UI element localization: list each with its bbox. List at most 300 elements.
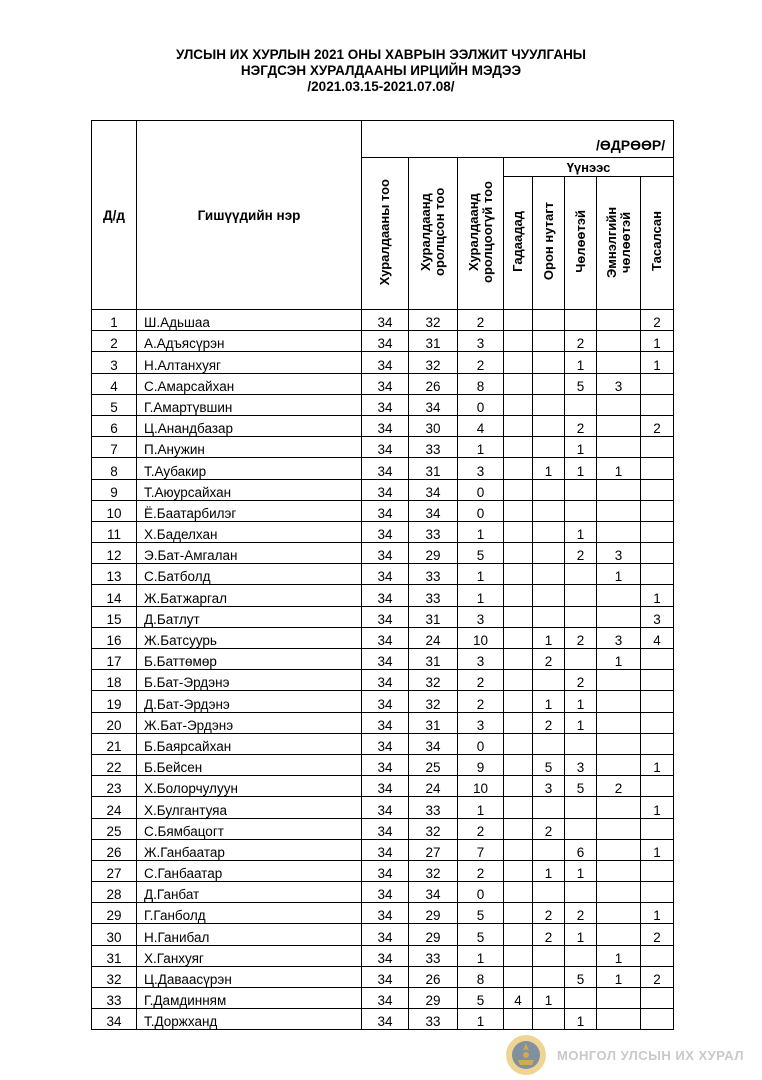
cell-attended: 26 [409, 373, 458, 394]
cell-leave: 1 [565, 437, 597, 458]
cell-unexcused: 2 [641, 924, 674, 945]
cell-leave [565, 882, 597, 903]
cell-sick [597, 1009, 641, 1030]
title-line-2: НЭГДСЭН ХУРАЛДААНЫ ИРЦИЙН МЭДЭЭ [240, 63, 522, 78]
cell-local [533, 945, 565, 966]
cell-unexcused [641, 691, 674, 712]
cell-unexcused [641, 988, 674, 1009]
cell-leave [565, 945, 597, 966]
cell-abroad [504, 606, 533, 627]
cell-abroad [504, 415, 533, 436]
cell-absent: 1 [458, 945, 504, 966]
cell-local: 1 [533, 691, 565, 712]
cell-unexcused [641, 437, 674, 458]
table-row [92, 988, 674, 1009]
cell-absent: 3 [458, 331, 504, 352]
member-name: Б.Баярсайхан [137, 733, 362, 754]
row-number: 15 [92, 606, 137, 627]
cell-absent: 2 [458, 818, 504, 839]
cell-unexcused: 1 [641, 331, 674, 352]
member-name: Б.Баттөмөр [137, 649, 362, 670]
cell-absent: 2 [458, 352, 504, 373]
cell-sessions: 34 [362, 670, 409, 691]
cell-local [533, 331, 565, 352]
row-number: 32 [92, 966, 137, 987]
cell-local: 2 [533, 924, 565, 945]
cell-sick [597, 882, 641, 903]
cell-absent: 5 [458, 903, 504, 924]
row-number: 27 [92, 860, 137, 881]
cell-leave: 1 [565, 691, 597, 712]
cell-unexcused [641, 564, 674, 585]
cell-leave: 2 [565, 627, 597, 648]
cell-attended: 29 [409, 543, 458, 564]
cell-attended: 31 [409, 712, 458, 733]
row-number: 11 [92, 521, 137, 542]
cell-local: 3 [533, 776, 565, 797]
cell-abroad [504, 797, 533, 818]
table-row [92, 310, 674, 331]
cell-absent: 7 [458, 839, 504, 860]
header-no: Д/д [92, 121, 137, 310]
header-name: Гишүүдийн нэр [137, 121, 362, 310]
cell-sessions: 34 [362, 924, 409, 945]
member-name: Ж.Батсуурь [137, 627, 362, 648]
table-row [92, 776, 674, 797]
cell-abroad [504, 649, 533, 670]
table-row [92, 818, 674, 839]
cell-absent: 1 [458, 797, 504, 818]
cell-abroad [504, 839, 533, 860]
cell-local [533, 585, 565, 606]
cell-sessions: 34 [362, 882, 409, 903]
member-name: Н.Алтанхуяг [137, 352, 362, 373]
row-number: 19 [92, 691, 137, 712]
cell-leave: 2 [565, 903, 597, 924]
row-number: 23 [92, 776, 137, 797]
cell-sessions: 34 [362, 903, 409, 924]
row-number: 16 [92, 627, 137, 648]
cell-leave: 1 [565, 458, 597, 479]
cell-local [533, 797, 565, 818]
cell-leave [565, 797, 597, 818]
cell-abroad [504, 691, 533, 712]
cell-sessions: 34 [362, 649, 409, 670]
cell-abroad [504, 945, 533, 966]
cell-sessions: 34 [362, 437, 409, 458]
cell-sick [597, 352, 641, 373]
cell-sick: 1 [597, 564, 641, 585]
cell-leave: 2 [565, 331, 597, 352]
cell-local: 2 [533, 903, 565, 924]
row-number: 1 [92, 310, 137, 331]
unit-label: /ӨДРӨӨР/ [596, 137, 666, 153]
cell-local [533, 882, 565, 903]
cell-attended: 26 [409, 966, 458, 987]
row-number: 8 [92, 458, 137, 479]
cell-attended: 33 [409, 1009, 458, 1030]
cell-abroad [504, 585, 533, 606]
table-row [92, 839, 674, 860]
cell-abroad [504, 924, 533, 945]
cell-unexcused [641, 543, 674, 564]
cell-abroad [504, 394, 533, 415]
cell-abroad [504, 437, 533, 458]
cell-sessions: 34 [362, 310, 409, 331]
cell-leave: 5 [565, 373, 597, 394]
cell-sessions: 34 [362, 394, 409, 415]
cell-absent: 10 [458, 776, 504, 797]
cell-absent: 4 [458, 415, 504, 436]
cell-absent: 2 [458, 310, 504, 331]
table-row [92, 670, 674, 691]
cell-sessions: 34 [362, 585, 409, 606]
cell-local [533, 394, 565, 415]
cell-abroad [504, 373, 533, 394]
cell-attended: 34 [409, 733, 458, 754]
header-leave: Чөлөөтэй [565, 177, 597, 310]
cell-local [533, 1009, 565, 1030]
cell-unexcused [641, 670, 674, 691]
cell-abroad [504, 543, 533, 564]
cell-attended: 27 [409, 839, 458, 860]
table-row [92, 500, 674, 521]
cell-attended: 29 [409, 988, 458, 1009]
watermark-text: МОНГОЛ УЛСЫН ИХ ХУРАЛ [557, 1047, 744, 1063]
cell-local [533, 437, 565, 458]
cell-abroad [504, 458, 533, 479]
cell-unexcused [641, 818, 674, 839]
cell-abroad [504, 733, 533, 754]
cell-absent: 3 [458, 458, 504, 479]
cell-local: 1 [533, 860, 565, 881]
row-number: 14 [92, 585, 137, 606]
row-number: 12 [92, 543, 137, 564]
row-number: 17 [92, 649, 137, 670]
cell-sessions: 34 [362, 797, 409, 818]
attendance-table [91, 120, 674, 1030]
cell-attended: 29 [409, 903, 458, 924]
row-number: 29 [92, 903, 137, 924]
cell-sick [597, 818, 641, 839]
member-name: С.Ганбаатар [137, 860, 362, 881]
cell-sick [597, 521, 641, 542]
cell-local [533, 415, 565, 436]
cell-attended: 32 [409, 352, 458, 373]
cell-sick [597, 394, 641, 415]
cell-absent: 10 [458, 627, 504, 648]
table-row [92, 373, 674, 394]
cell-leave: 1 [565, 352, 597, 373]
member-name: Ё.Баатарбилэг [137, 500, 362, 521]
cell-sessions: 34 [362, 966, 409, 987]
cell-sessions: 34 [362, 543, 409, 564]
cell-abroad [504, 860, 533, 881]
cell-unexcused [641, 860, 674, 881]
cell-local [533, 606, 565, 627]
cell-attended: 33 [409, 585, 458, 606]
cell-unexcused [641, 500, 674, 521]
cell-sick [597, 437, 641, 458]
cell-unexcused: 2 [641, 966, 674, 987]
cell-sick [597, 331, 641, 352]
cell-local [533, 564, 565, 585]
member-name: Т.Аюурсайхан [137, 479, 362, 500]
cell-absent: 3 [458, 649, 504, 670]
cell-sick [597, 924, 641, 945]
cell-unexcused [641, 945, 674, 966]
cell-sick: 3 [597, 543, 641, 564]
table-row [92, 352, 674, 373]
cell-local: 1 [533, 627, 565, 648]
cell-leave [565, 394, 597, 415]
cell-abroad [504, 352, 533, 373]
table-row [92, 437, 674, 458]
header-reason-group: Үүнээс [504, 158, 674, 177]
cell-sessions: 34 [362, 458, 409, 479]
cell-leave: 1 [565, 712, 597, 733]
cell-leave [565, 479, 597, 500]
cell-sessions: 34 [362, 331, 409, 352]
cell-absent: 2 [458, 670, 504, 691]
cell-abroad [504, 670, 533, 691]
cell-abroad [504, 712, 533, 733]
cell-absent: 8 [458, 373, 504, 394]
cell-abroad: 4 [504, 988, 533, 1009]
cell-absent: 2 [458, 860, 504, 881]
member-name: Д.Бат-Эрдэнэ [137, 691, 362, 712]
cell-sick [597, 691, 641, 712]
member-name: Ж.Ганбаатар [137, 839, 362, 860]
cell-sick [597, 670, 641, 691]
cell-unexcused [641, 712, 674, 733]
cell-unexcused [641, 882, 674, 903]
member-name: Г.Ганболд [137, 903, 362, 924]
cell-abroad [504, 882, 533, 903]
cell-leave: 5 [565, 776, 597, 797]
header-attended: Хуралдаанд оролцсон тоо [409, 158, 458, 310]
cell-leave [565, 500, 597, 521]
table-row [92, 1009, 674, 1030]
table-row [92, 458, 674, 479]
watermark [505, 1030, 762, 1080]
row-number: 2 [92, 331, 137, 352]
cell-abroad [504, 500, 533, 521]
cell-local [533, 670, 565, 691]
member-name: Г.Дамдинням [137, 988, 362, 1009]
table-row [92, 331, 674, 352]
table-row [92, 394, 674, 415]
header-unexcused: Тасалсан [641, 177, 674, 310]
cell-sessions: 34 [362, 818, 409, 839]
table-row [92, 649, 674, 670]
cell-sessions: 34 [362, 988, 409, 1009]
table-row [92, 479, 674, 500]
cell-attended: 33 [409, 945, 458, 966]
member-name: Ж.Бат-Эрдэнэ [137, 712, 362, 733]
document-title [0, 47, 762, 95]
cell-sessions: 34 [362, 839, 409, 860]
table-row [92, 543, 674, 564]
cell-absent: 8 [458, 966, 504, 987]
cell-sessions: 34 [362, 479, 409, 500]
cell-attended: 32 [409, 860, 458, 881]
row-number: 18 [92, 670, 137, 691]
cell-leave [565, 988, 597, 1009]
cell-unexcused: 2 [641, 415, 674, 436]
row-number: 22 [92, 754, 137, 775]
cell-unexcused: 1 [641, 839, 674, 860]
table-row [92, 712, 674, 733]
cell-local: 2 [533, 818, 565, 839]
member-name: Х.Баделхан [137, 521, 362, 542]
cell-unexcused: 4 [641, 627, 674, 648]
cell-sessions: 34 [362, 373, 409, 394]
cell-unexcused: 1 [641, 754, 674, 775]
row-number: 7 [92, 437, 137, 458]
cell-sick [597, 310, 641, 331]
cell-abroad [504, 818, 533, 839]
header-unit [362, 121, 674, 158]
cell-absent: 9 [458, 754, 504, 775]
cell-attended: 34 [409, 882, 458, 903]
member-name: Ц.Даваасүрэн [137, 966, 362, 987]
member-name: П.Анужин [137, 437, 362, 458]
cell-attended: 31 [409, 458, 458, 479]
cell-local [533, 521, 565, 542]
row-number: 4 [92, 373, 137, 394]
cell-local [533, 479, 565, 500]
cell-abroad [504, 627, 533, 648]
cell-sessions: 34 [362, 754, 409, 775]
cell-sessions: 34 [362, 860, 409, 881]
member-name: Т.Аубакир [137, 458, 362, 479]
table-row [92, 860, 674, 881]
cell-unexcused [641, 373, 674, 394]
member-name: Б.Бат-Эрдэнэ [137, 670, 362, 691]
table-row [92, 966, 674, 987]
cell-attended: 24 [409, 627, 458, 648]
cell-leave: 1 [565, 860, 597, 881]
cell-attended: 33 [409, 564, 458, 585]
cell-absent: 3 [458, 606, 504, 627]
cell-attended: 34 [409, 394, 458, 415]
cell-sessions: 34 [362, 776, 409, 797]
cell-leave: 1 [565, 924, 597, 945]
member-name: Х.Болорчулуун [137, 776, 362, 797]
cell-sessions: 34 [362, 627, 409, 648]
cell-attended: 33 [409, 437, 458, 458]
cell-sick: 2 [597, 776, 641, 797]
cell-local [533, 839, 565, 860]
cell-attended: 34 [409, 479, 458, 500]
cell-sick [597, 415, 641, 436]
cell-attended: 31 [409, 606, 458, 627]
cell-sick: 1 [597, 966, 641, 987]
row-number: 6 [92, 415, 137, 436]
cell-attended: 25 [409, 754, 458, 775]
cell-leave [565, 649, 597, 670]
cell-abroad [504, 754, 533, 775]
cell-sessions: 34 [362, 1009, 409, 1030]
cell-sick: 3 [597, 627, 641, 648]
table-row [92, 924, 674, 945]
cell-sick [597, 797, 641, 818]
table-row [92, 521, 674, 542]
member-name: Ж.Батжаргал [137, 585, 362, 606]
cell-local [533, 966, 565, 987]
cell-local [533, 733, 565, 754]
cell-leave [565, 564, 597, 585]
title-line-3: /2021.03.15-2021.07.08/ [307, 79, 455, 94]
cell-unexcused: 2 [641, 310, 674, 331]
header-sessions: Хуралдааны тоо [362, 158, 409, 310]
row-number: 21 [92, 733, 137, 754]
cell-sick [597, 860, 641, 881]
cell-sessions: 34 [362, 691, 409, 712]
cell-sessions: 34 [362, 521, 409, 542]
cell-sessions: 34 [362, 500, 409, 521]
member-name: Б.Бейсен [137, 754, 362, 775]
cell-sessions: 34 [362, 415, 409, 436]
cell-absent: 1 [458, 585, 504, 606]
cell-absent: 5 [458, 543, 504, 564]
member-name: Х.Булгантуяа [137, 797, 362, 818]
cell-local: 1 [533, 988, 565, 1009]
state-emblem-icon [505, 1034, 547, 1076]
cell-leave: 3 [565, 754, 597, 775]
cell-unexcused [641, 649, 674, 670]
row-number: 28 [92, 882, 137, 903]
cell-unexcused: 1 [641, 903, 674, 924]
cell-sick [597, 988, 641, 1009]
cell-absent: 0 [458, 882, 504, 903]
cell-local [533, 352, 565, 373]
cell-leave [565, 606, 597, 627]
cell-sick: 3 [597, 373, 641, 394]
table-row [92, 564, 674, 585]
member-name: Д.Батлут [137, 606, 362, 627]
cell-leave [565, 818, 597, 839]
cell-attended: 32 [409, 670, 458, 691]
cell-local [533, 543, 565, 564]
cell-sick [597, 733, 641, 754]
cell-unexcused [641, 776, 674, 797]
cell-leave [565, 310, 597, 331]
cell-sick [597, 754, 641, 775]
cell-local [533, 310, 565, 331]
cell-abroad [504, 903, 533, 924]
cell-absent: 0 [458, 479, 504, 500]
table-row [92, 415, 674, 436]
cell-leave: 1 [565, 1009, 597, 1030]
row-number: 3 [92, 352, 137, 373]
cell-sessions: 34 [362, 733, 409, 754]
member-name: Ш.Адьшаа [137, 310, 362, 331]
member-name: Х.Ганхуяг [137, 945, 362, 966]
cell-leave: 2 [565, 670, 597, 691]
cell-local: 2 [533, 649, 565, 670]
table-row [92, 903, 674, 924]
cell-unexcused [641, 1009, 674, 1030]
row-number: 20 [92, 712, 137, 733]
row-number: 25 [92, 818, 137, 839]
table-row [92, 797, 674, 818]
cell-unexcused [641, 479, 674, 500]
cell-local: 2 [533, 712, 565, 733]
cell-sessions: 34 [362, 712, 409, 733]
cell-attended: 31 [409, 331, 458, 352]
